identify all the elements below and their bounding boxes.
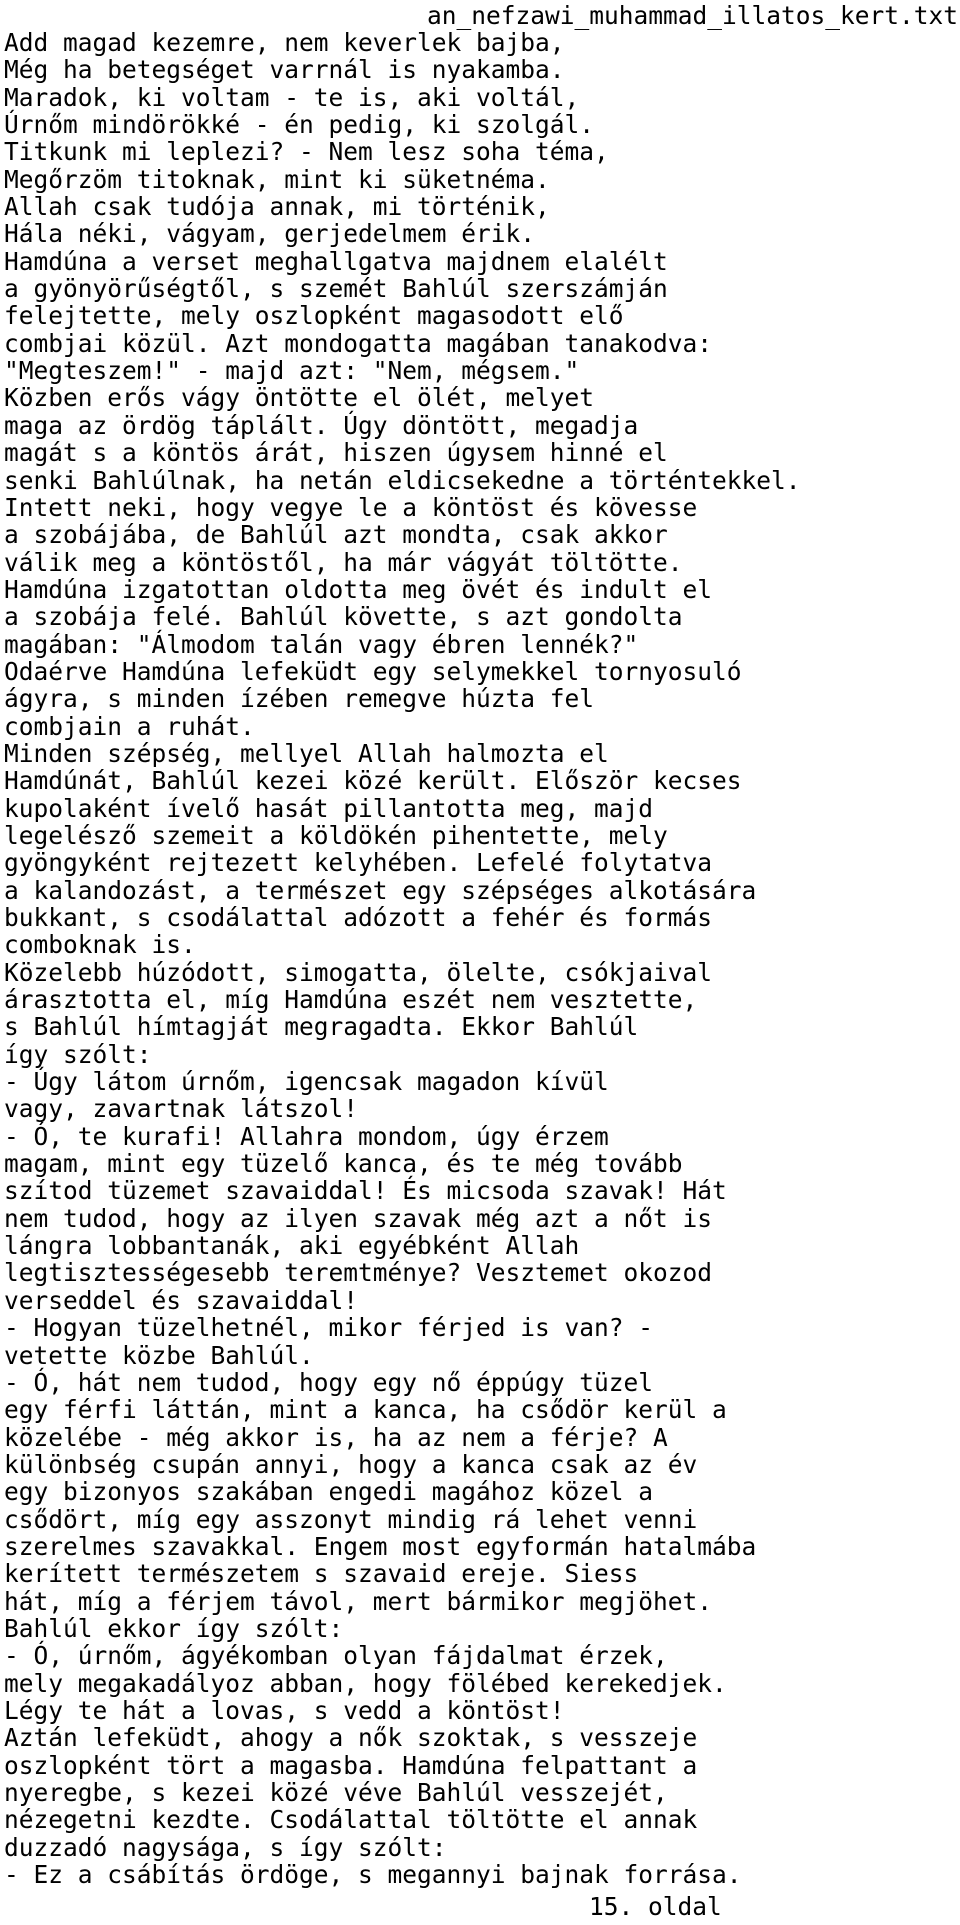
text-line: Hamdúna a verset meghallgatva majdnem elalélt [4, 246, 668, 276]
text-line: Maradok, ki voltam - te is, aki voltál, [4, 82, 580, 112]
text-line: Allah csak tudója annak, mi történik, [4, 192, 550, 222]
text-line: Add magad kezemre, nem keverlek bajba, [4, 28, 565, 57]
document-body [4, 29, 958, 1888]
text-line: válik meg a köntöstől, ha már vágyát töltötte. [4, 547, 683, 577]
text-line: vagy, zavartnak látszol! [4, 1094, 359, 1124]
text-line: Megőrzöm titoknak, mint ki süketnéma. [4, 164, 550, 194]
text-line: Minden szépség, mellyel Allah halmozta el [4, 738, 609, 768]
text-line: kerített természetem s szavaid ereje. Siess [4, 1559, 639, 1589]
text-line: Bahlúl ekkor így szólt: [4, 1613, 344, 1643]
text-line: - Ó, hát nem tudod, hogy egy nő éppúgy tüzel [4, 1367, 654, 1397]
text-line: nézegetni kezdte. Csodálattal töltötte el annak [4, 1805, 698, 1835]
text-line: a szobájába, de Bahlúl azt mondta, csak akkor [4, 520, 668, 550]
text-line: Légy te hát a lovas, s vedd a köntöst! [4, 1695, 565, 1725]
text-line: combjain a ruhát. [4, 711, 255, 741]
text-line: maga az ördög táplált. Úgy döntött, megadja [4, 410, 639, 440]
text-line: árasztotta el, míg Hamdúna eszét nem vesztette, [4, 985, 698, 1015]
text-line: magát s a köntös árát, hiszen úgysem hinné el [4, 438, 668, 468]
text-line: oszlopként tört a magasba. Hamdúna felpattant a [4, 1750, 698, 1780]
text-line: magam, mint egy tüzelő kanca, és te még tovább [4, 1149, 683, 1179]
page-number: 15. oldal [589, 1892, 722, 1921]
text-line: duzzadó nagysága, s így szólt: [4, 1832, 447, 1862]
text-line: nyeregbe, s kezei közé véve Bahlúl vesszejét, [4, 1778, 668, 1807]
text-line: - Ó, te kurafi! Allahra mondom, úgy érzem [4, 1121, 609, 1151]
text-line: ágyra, s minden ízében remegve húzta fel [4, 684, 595, 714]
text-line: Közben erős vágy öntötte el ölét, melyet [4, 383, 595, 413]
text-line: magában: "Álmodom talán vagy ébren lennék?" [4, 629, 639, 659]
text-line: Hamdúna izgatottan oldotta meg övét és indult el [4, 574, 713, 604]
text-line: vetette közbe Bahlúl. [4, 1340, 314, 1370]
text-line: Közelebb húzódott, simogatta, ölelte, csókjaival [4, 957, 713, 987]
text-line: Titkunk mi leplezi? - Nem lesz soha téma, [4, 137, 609, 167]
text-line: gyöngyként rejtezett kelyhében. Lefelé folytatva [4, 848, 713, 878]
text-line: - Úgy látom úrnőm, igencsak magadon kívül [4, 1067, 609, 1097]
text-line: különbség csupán annyi, hogy a kanca csak az év [4, 1449, 698, 1479]
text-line: szerelmes szavakkal. Engem most egyformán hatalmába [4, 1531, 757, 1561]
text-line: mely megakadályoz abban, hogy fölébed kerekedjek. [4, 1668, 727, 1698]
text-line: "Megteszem!" - majd azt: "Nem, mégsem." [4, 356, 580, 386]
text-line: nem tudod, hogy az ilyen szavak még azt a nőt is [4, 1203, 713, 1233]
text-line: - Ó, úrnőm, ágyékomban olyan fájdalmat érzek, [4, 1641, 668, 1671]
text-line: egy bizonyos szakában engedi magához közel a [4, 1477, 654, 1507]
text-line: combjai közül. Azt mondogatta magában tanakodva: [4, 328, 713, 358]
text-line: Még ha betegséget varrnál is nyakamba. [4, 55, 565, 85]
text-line: szítod tüzemet szavaiddal! És micsoda szavak! Hát [4, 1176, 727, 1206]
text-line: comboknak is. [4, 930, 196, 960]
text-line: legtisztességesebb teremtménye? Vesztemet okozod [4, 1258, 713, 1288]
text-line: Úrnőm mindörökké - én pedig, ki szolgál. [4, 110, 595, 140]
text-line: - Hogyan tüzelhetnél, mikor férjed is van? - [4, 1313, 654, 1343]
text-line: felejtette, mely oszlopként magasodott elő [4, 301, 624, 331]
text-line: verseddel és szavaiddal! [4, 1285, 359, 1315]
text-line: egy férfi láttán, mint a kanca, ha csődör kerül a [4, 1395, 727, 1425]
text-line: csődört, míg egy asszonyt mindig rá lehet venni [4, 1504, 698, 1534]
text-line: s Bahlúl hímtagját megragadta. Ekkor Bahlúl [4, 1012, 639, 1042]
text-line: közelébe - még akkor is, ha az nem a férje? A [4, 1422, 668, 1452]
text-line: így szólt: [4, 1039, 152, 1069]
text-line: Intett neki, hogy vegye le a köntöst és kövesse [4, 492, 698, 522]
text-line: Hála néki, vágyam, gerjedelmem érik. [4, 219, 536, 249]
document-filename: an_nefzawi_muhammad_illatos_kert.txt [426, 1, 958, 30]
text-line: senki Bahlúlnak, ha netán eldicsekedne a történtekkel. [4, 465, 801, 495]
text-line: hát, míg a férjem távol, mert bármikor megjöhet. [4, 1586, 713, 1616]
text-line: bukkant, s csodálattal adózott a fehér és formás [4, 903, 713, 932]
text-line: Hamdúnát, Bahlúl kezei közé került. Először kecses [4, 766, 742, 796]
text-line: Odaérve Hamdúna lefeküdt egy selymekkel tornyosuló [4, 656, 742, 686]
text-line: a szobája felé. Bahlúl követte, s azt gondolta [4, 602, 683, 632]
text-line: kupolaként ívelő hasát pillantotta meg, majd [4, 793, 654, 823]
text-line: Aztán lefeküdt, ahogy a nők szoktak, s vesszeje [4, 1723, 698, 1753]
text-line: - Ez a csábítás ördöge, s megannyi bajnak forrása. [4, 1860, 742, 1890]
text-line: a gyönyörűségtől, s szemét Bahlúl szerszámján [4, 274, 668, 304]
text-line: lángra lobbantanák, aki egyébként Allah [4, 1231, 580, 1261]
text-line: a kalandozást, a természet egy szépséges alkotására [4, 875, 757, 905]
text-line: legelésző szemeit a köldökén pihentette, mely [4, 820, 668, 850]
